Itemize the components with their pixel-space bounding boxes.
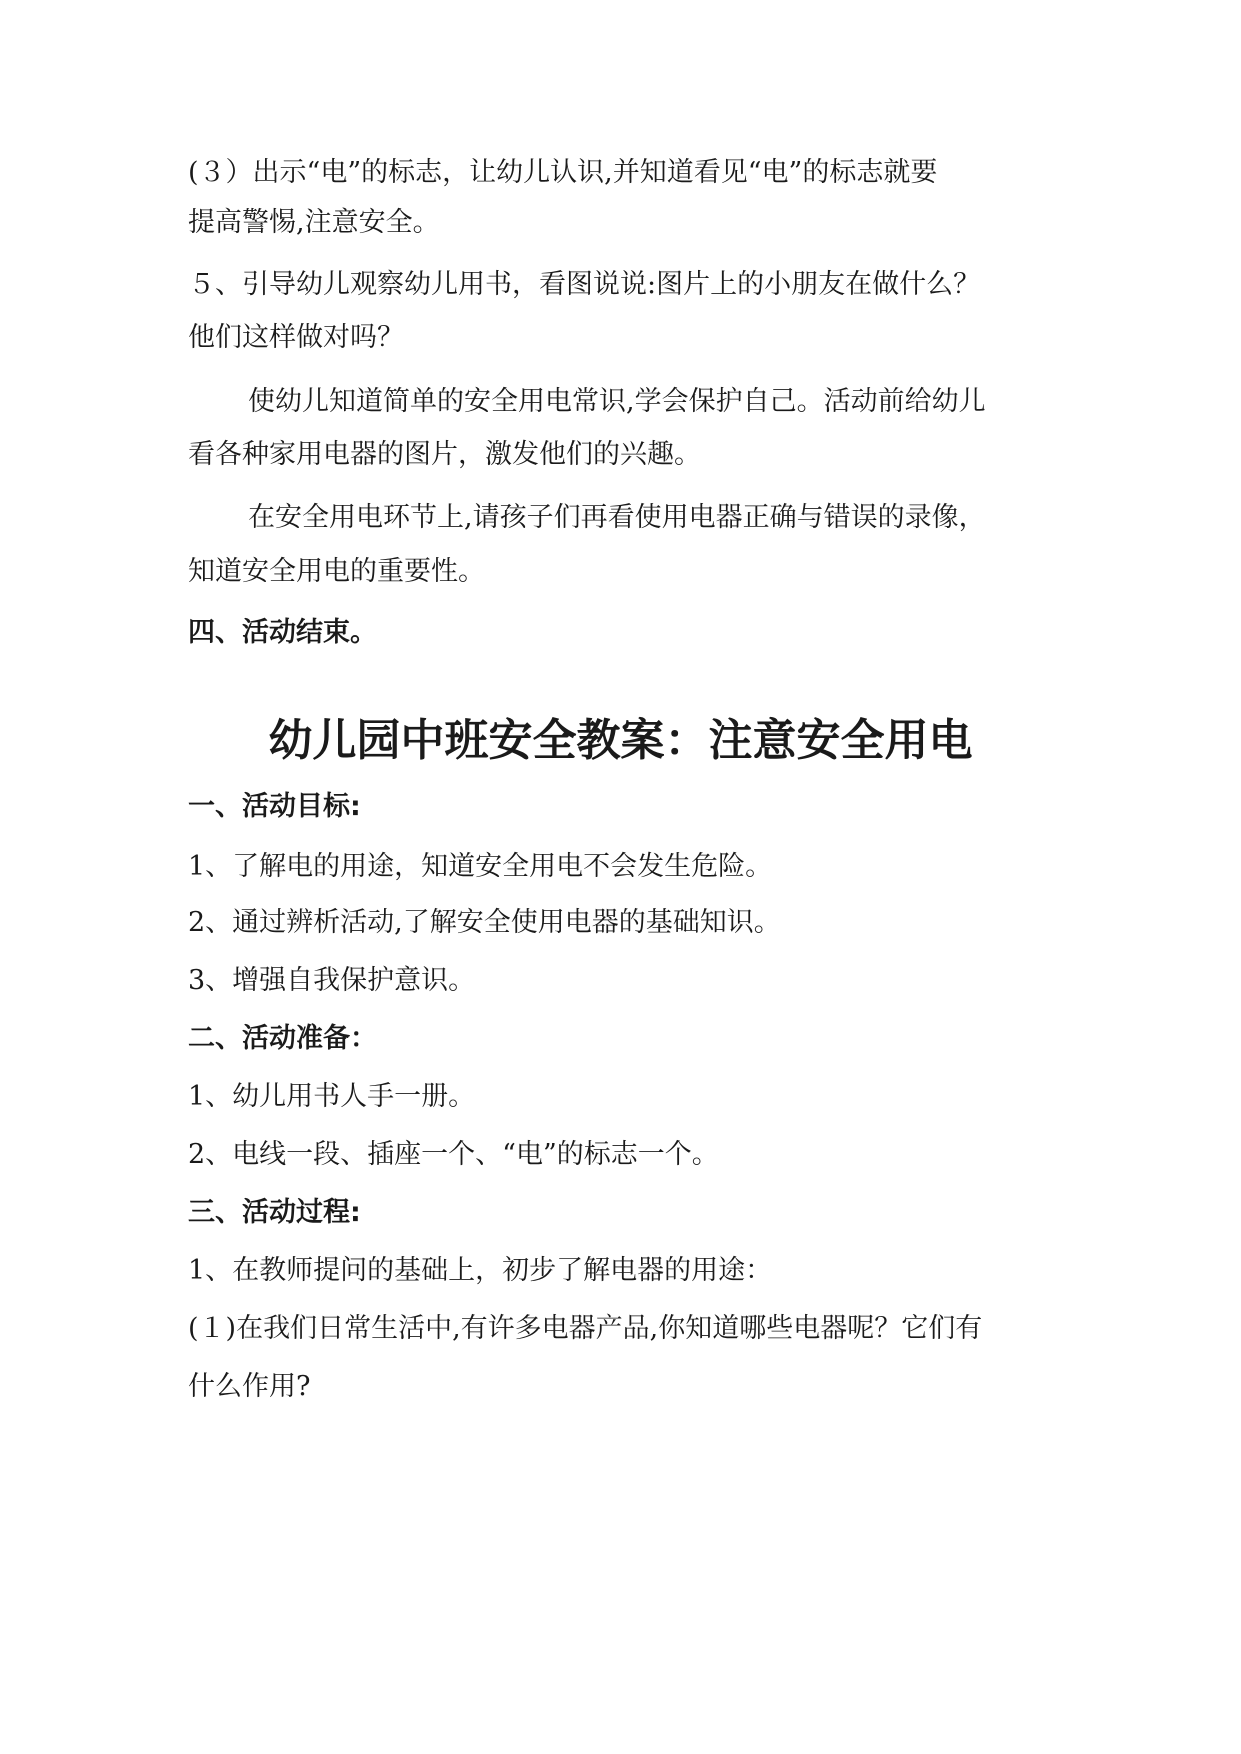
paragraph-line: 什么作用?: [188, 1371, 311, 1402]
list-item: 1、幼儿用书人手一册。: [188, 1081, 476, 1112]
paragraph-line: 他们这样做对吗？: [188, 322, 404, 353]
paragraph-line: (３）出示“电”的标志，让幼儿认识,并知道看见“电”的标志就要: [188, 157, 938, 188]
paragraph-line: ５、引导幼儿观察幼儿用书，看图说说:图片上的小朋友在做什么？: [188, 269, 981, 300]
paragraph-line: (１)在我们日常生活中,有许多电器产品,你知道哪些电器呢？它们有: [188, 1313, 983, 1344]
section-heading-prep: 二、活动准备：: [188, 1023, 377, 1054]
list-item: 1、了解电的用途，知道安全用电不会发生危险。: [188, 851, 773, 882]
list-item: 1、在教师提问的基础上，初步了解电器的用途：: [188, 1255, 773, 1286]
section-heading-end: 四、活动结束。: [188, 617, 377, 648]
paragraph-line: 使幼儿知道简单的安全用电常识,学会保护自己。活动前给幼儿: [248, 386, 986, 417]
list-item: 3、增强自我保护意识。: [188, 965, 476, 996]
section-heading-goals: 一、活动目标:: [188, 791, 361, 822]
paragraph-line: 在安全用电环节上,请孩子们再看使用电器正确与错误的录像，: [248, 502, 986, 533]
document-title: 幼儿园中班安全教案：注意安全用电: [268, 715, 973, 766]
paragraph-line: 知道安全用电的重要性。: [188, 556, 485, 587]
list-item: 2、通过辨析活动,了解安全使用电器的基础知识。: [188, 907, 781, 938]
paragraph-line: 看各种家用电器的图片，激发他们的兴趣。: [188, 439, 701, 470]
section-heading-process: 三、活动过程:: [188, 1197, 361, 1228]
paragraph-line: 提高警惕,注意安全。: [188, 207, 440, 238]
list-item: 2、电线一段、插座一个、“电”的标志一个。: [188, 1139, 719, 1170]
